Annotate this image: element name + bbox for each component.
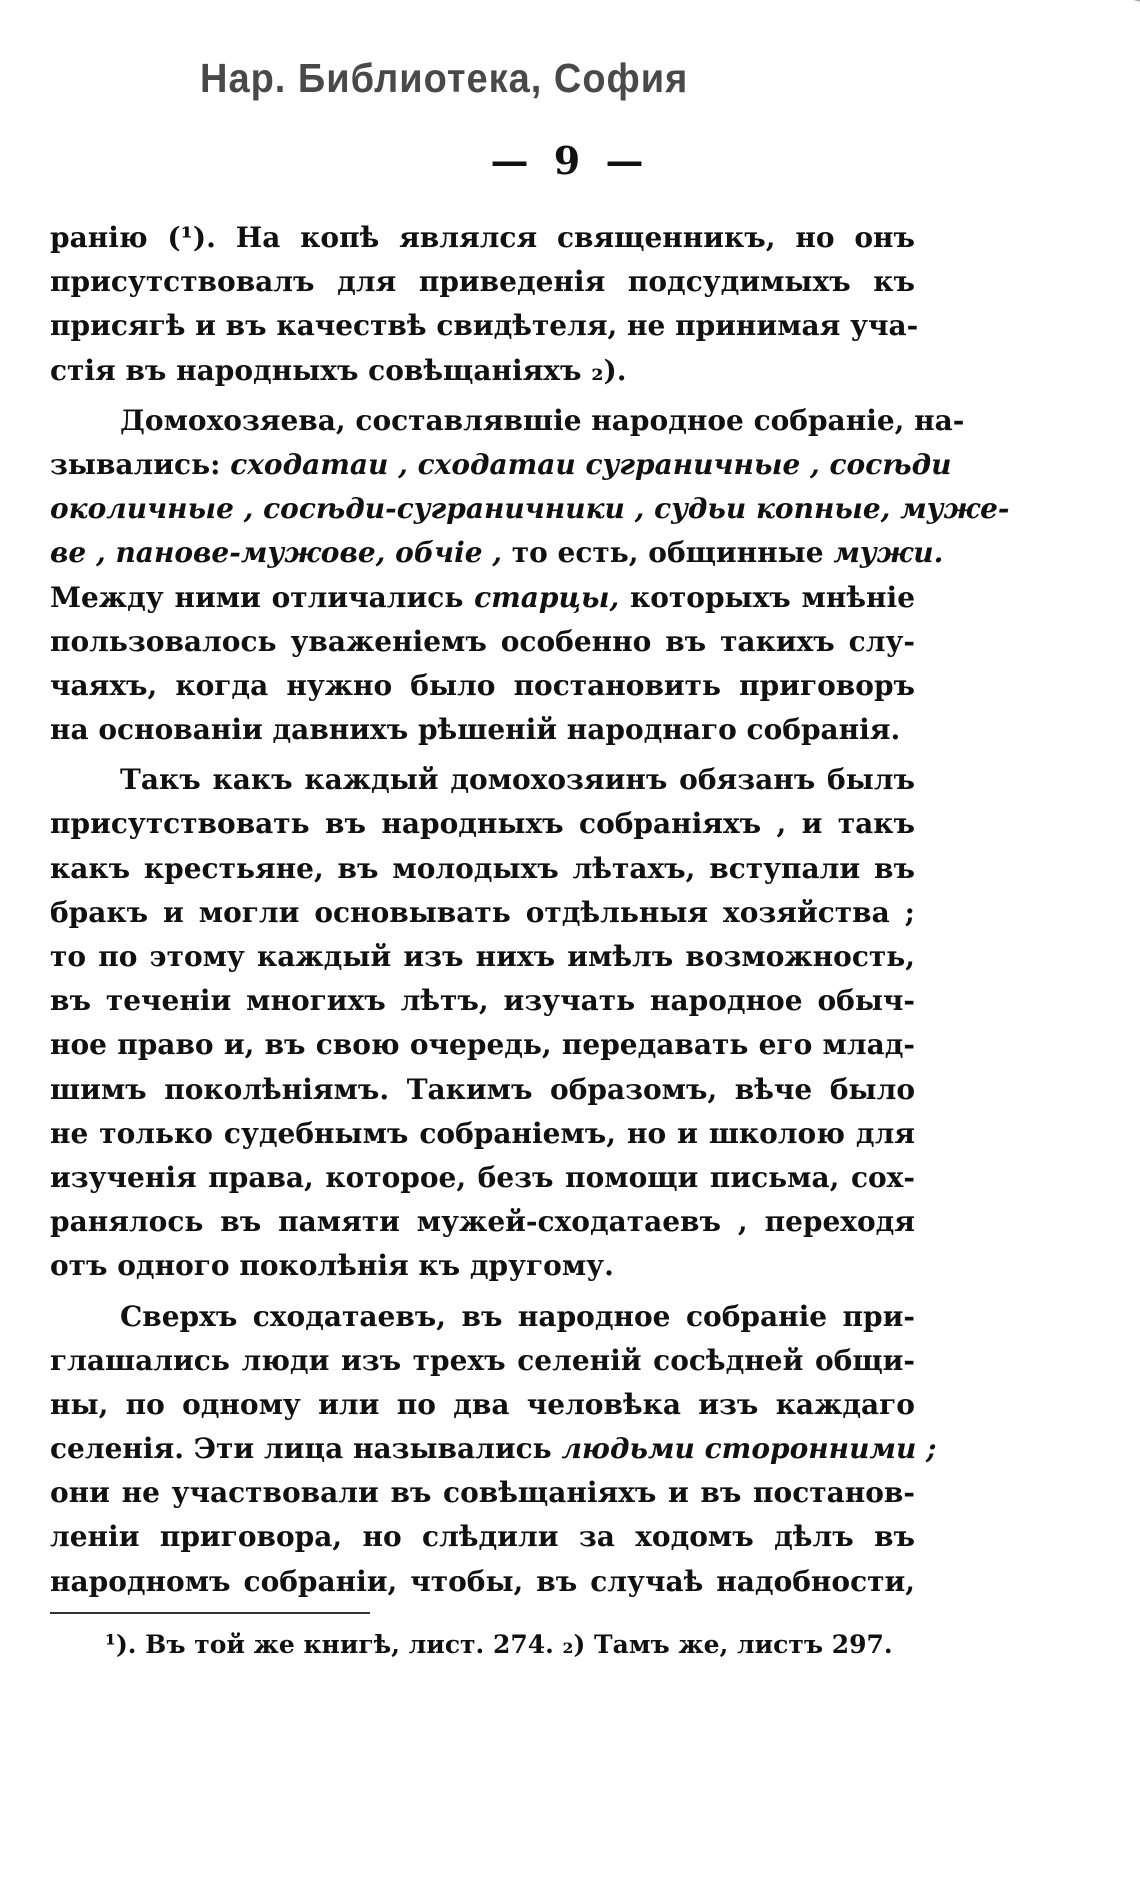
text-span: которыхъ мнѣнiе xyxy=(619,580,916,614)
text-line xyxy=(50,1339,915,1383)
text-span: глашались люди изъ трехъ селенiй сосѣдней общи- xyxy=(50,1343,915,1377)
text-line xyxy=(50,1383,915,1427)
text-span: они не участвовали въ совѣщанiяхъ и въ постанов- xyxy=(50,1476,915,1510)
text-span: бракъ и могли основывать отдѣльныя хозяйства ; xyxy=(50,895,915,929)
text-line xyxy=(50,1295,915,1339)
text-span: зывались: xyxy=(50,447,231,481)
page-corner-mark xyxy=(1054,0,1140,30)
text-line xyxy=(50,664,915,708)
text-span: ленiи приговора, но слѣдили за ходомъ дѣлъ въ xyxy=(50,1520,915,1554)
text-span: на основанiи давнихъ рѣшенiй народнаго собранiя. xyxy=(50,713,901,747)
text-span: присутствовалъ для приведенiя подсудимыхъ къ xyxy=(50,265,915,299)
text-span: Домохозяева, составлявшiе народное собранiе, на- xyxy=(120,403,965,437)
text-line xyxy=(50,758,915,802)
text-line xyxy=(50,531,944,575)
text-span: шимъ поколѣнiямъ. Такимъ образомъ, вѣче было xyxy=(50,1072,915,1106)
text-span: ранiю (¹). На копѣ являлся священникъ, но онъ xyxy=(50,221,915,254)
text-span: изученiя права, которое, безъ помощи письма, сох- xyxy=(50,1160,915,1194)
page-number: — 9 — xyxy=(490,138,650,183)
italic-term: людьми сторонними ; xyxy=(561,1432,937,1466)
text-span: народномъ собранiи, чтобы, въ случаѣ надобности, xyxy=(50,1564,915,1598)
text-line xyxy=(50,216,915,260)
text-span: ранялось въ памяти мужей-сходатаевъ , переходя xyxy=(50,1205,915,1239)
text-line xyxy=(50,1156,915,1200)
text-line xyxy=(50,847,915,891)
text-line xyxy=(50,979,915,1023)
text-line xyxy=(50,1200,915,1244)
text-span: отъ одного поколѣнiя къ другому. xyxy=(50,1249,614,1283)
italic-term: околичные , сосѣди-сугpаничники , судьи копные, муже- xyxy=(50,492,1010,526)
text-line xyxy=(50,1560,915,1604)
text-line xyxy=(50,802,915,846)
text-line xyxy=(50,1244,915,1288)
text-span: въ теченiи многихъ лѣтъ, изучать народное обыч- xyxy=(50,984,915,1018)
text-span: ны, по одному или по два человѣка изъ каждаго xyxy=(50,1387,915,1421)
text-line xyxy=(50,399,965,443)
text-span: стiя въ народныхъ совѣщанiяхъ ₂). xyxy=(50,353,627,387)
italic-term: мужи. xyxy=(833,536,944,570)
text-line xyxy=(50,443,952,487)
italic-term: старцы, xyxy=(474,580,620,614)
text-span: какъ крестьяне, въ молодыхъ лѣтахъ, вступали въ xyxy=(50,851,915,885)
text-span: то есть, общинные xyxy=(502,536,834,570)
italic-term: сходатаи , сходатаи сугpаничные , сосѣди xyxy=(230,447,952,481)
text-line xyxy=(50,891,915,935)
text-line xyxy=(50,620,915,664)
text-span: присягѣ и въ качествѣ свидѣтеля, не принимая уча- xyxy=(50,309,919,343)
text-line xyxy=(50,1023,915,1067)
text-line xyxy=(50,576,915,620)
text-line xyxy=(50,349,915,393)
footnote-rule xyxy=(50,1612,370,1614)
text-span: Такъ какъ каждый домохозяинъ обязанъ былъ xyxy=(120,763,915,797)
text-span: Между ними отличались xyxy=(50,580,475,614)
text-line xyxy=(50,1471,915,1515)
text-line xyxy=(50,1427,937,1471)
text-span: чаяхъ, когда нужно было постановить приговоръ xyxy=(50,668,915,702)
text-line xyxy=(50,1515,915,1559)
text-line xyxy=(50,1068,915,1112)
text-span: то по этому каждый изъ нихъ имѣлъ возможность, xyxy=(50,940,915,973)
text-span: не только судебнымъ собранiемъ, но и школою для xyxy=(50,1116,915,1150)
text-line xyxy=(50,1112,915,1156)
body-text xyxy=(50,216,1010,1604)
library-stamp: Нар. Библиотека, София xyxy=(200,56,689,102)
text-span: пользовалось уваженiемъ особенно въ такихъ слу- xyxy=(50,624,915,658)
text-line xyxy=(50,708,915,752)
text-span: Сверхъ сходатаевъ, въ народное собранiе при- xyxy=(120,1299,915,1333)
footnote: ¹). Въ той же книгѣ, лист. 274. ₂) Тамъ же, листъ 297. xyxy=(105,1630,893,1659)
text-line xyxy=(50,260,915,304)
text-line xyxy=(50,935,915,979)
text-span: селенiя. Эти лица назывались xyxy=(50,1432,562,1466)
text-span: присутствовать въ народныхъ собранiяхъ , и такъ xyxy=(50,807,915,841)
italic-term: ве , панове-мужове, обчiе , xyxy=(50,536,503,570)
text-line xyxy=(50,487,1010,531)
text-span: ное право и, въ свою очередь, передавать его млад- xyxy=(50,1028,915,1062)
text-line xyxy=(50,304,919,348)
